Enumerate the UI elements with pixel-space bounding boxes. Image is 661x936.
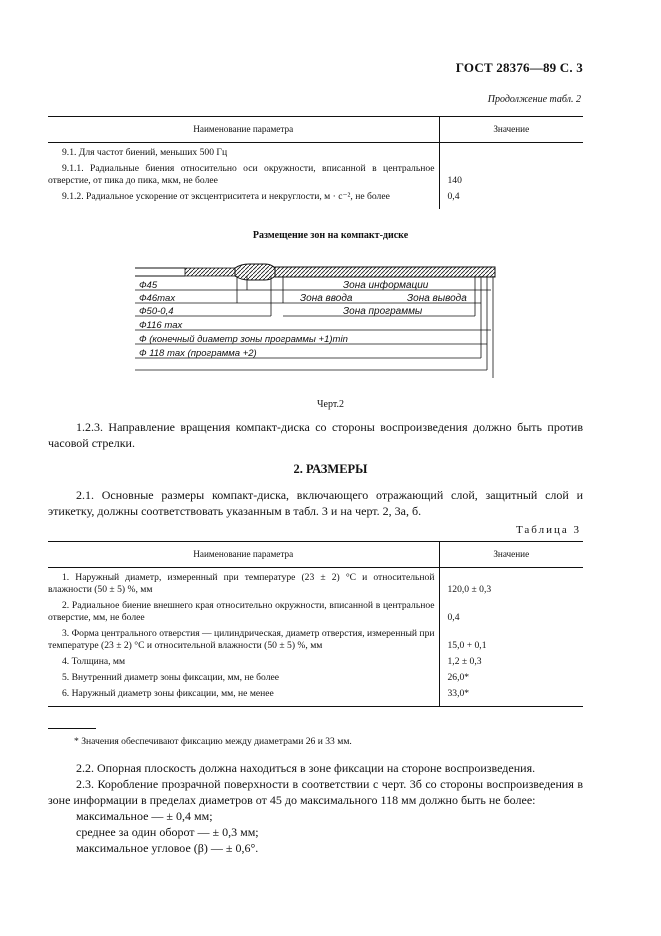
value-cell: 1,2 ± 0,3 bbox=[447, 656, 482, 667]
value-cell: 0,4 bbox=[447, 191, 460, 202]
table-continuation-label: Продолжение табл. 2 bbox=[487, 94, 581, 105]
param-cell: 3. Форма центрального отверстия — цилиндрическая, диаметр отверстия, измеренный при температуре (23 ± 2) °С и относительной влажности (50 ± 5) %, мм bbox=[48, 626, 439, 654]
value-cell: 120,0 ± 0,3 bbox=[447, 584, 492, 595]
label-program-end: Ф (конечный диаметр зоны программы +1)min bbox=[139, 334, 348, 345]
paragraph-2-3: 2.3. Коробление прозрачной поверхности в соответствии с черт. 3б со стороны воспроизведения в зоне информации в пределах диаметров от 45 до максимального 118 мм должно быть не более: bbox=[48, 777, 583, 807]
value-cell: 140 bbox=[447, 175, 462, 186]
paragraph-2-2: 2.2. Опорная плоскость должна находиться в зоне фиксации на стороне воспроизведения. bbox=[76, 761, 536, 775]
table-row bbox=[48, 686, 583, 707]
table-row bbox=[48, 189, 583, 209]
col-header-parameter: Наименование параметра bbox=[48, 542, 439, 568]
paragraph-1-2-3: 1.2.3. Направление вращения компакт-диска со стороны воспроизведения должно быть против часовой стрелки. bbox=[48, 420, 583, 450]
table-2 bbox=[48, 116, 583, 209]
zones-title: Размещение зон на компакт-диске bbox=[252, 230, 409, 241]
label-d50: Ф50-0,4 bbox=[139, 306, 174, 317]
param-cell: 5. Внутренний диаметр зоны фиксации, мм, не более bbox=[48, 670, 439, 686]
table-row bbox=[48, 161, 583, 189]
param-cell: 2. Радиальное биение внешнего края относительно окружности, вписанной в центральное отверстие, мм, не более bbox=[48, 598, 439, 626]
zone-labels bbox=[300, 279, 467, 317]
param-cell: 6. Наружный диаметр зоны фиксации, мм, не менее bbox=[48, 686, 439, 707]
page-header: ГОСТ 28376—89 С. 3 bbox=[455, 60, 583, 75]
value-cell: 26,0* bbox=[447, 672, 470, 683]
table-row bbox=[48, 670, 583, 686]
label-d45: Ф45 bbox=[139, 280, 158, 291]
footnote-divider bbox=[48, 728, 96, 729]
disc-zones-drawing bbox=[125, 258, 505, 388]
zone-lead-in: Зона ввода bbox=[300, 293, 353, 304]
col-header-parameter: Наименование параметра bbox=[48, 117, 439, 143]
zone-lead-out: Зона вывода bbox=[407, 293, 467, 304]
zone-program: Зона программы bbox=[343, 306, 423, 317]
extension-lines bbox=[237, 276, 493, 378]
warp-limits-list bbox=[48, 808, 583, 856]
table-row bbox=[48, 143, 583, 162]
list-item: максимальное — ± 0,4 мм; bbox=[76, 809, 213, 823]
value-cell: 0,4 bbox=[447, 612, 460, 623]
table-row bbox=[48, 626, 583, 654]
value-cell bbox=[439, 143, 583, 162]
table-row bbox=[48, 654, 583, 670]
param-cell: 1. Наружный диаметр, измеренный при температуре (23 ± 2) °С и относительной влажности (50 ± 5) %, мм bbox=[48, 568, 439, 599]
diameter-labels bbox=[139, 280, 348, 359]
table-row bbox=[48, 598, 583, 626]
param-cell: 9.1.2. Радиальное ускорение от эксцентриситета и некруглости, м · с⁻², не более bbox=[48, 189, 439, 209]
paragraph-2-1: 2.1. Основные размеры компакт-диска, включающего отражающий слой, защитный слой и этикетку, должны соответствовать указанным в табл. 3 и на черт. 2, 3а, б. bbox=[48, 488, 583, 518]
list-item: максимальное угловое (β) — ± 0,6°. bbox=[76, 841, 259, 855]
param-cell: 4. Толщина, мм bbox=[48, 654, 439, 670]
value-cell: 15,0 + 0,1 bbox=[447, 640, 487, 651]
table-3 bbox=[48, 541, 583, 707]
label-d118max: Ф 118 max (программа +2) bbox=[139, 348, 257, 359]
footnote: * Значения обеспечивают фиксацию между диаметрами 26 и 33 мм. bbox=[74, 736, 352, 747]
col-header-value: Значение bbox=[439, 117, 583, 143]
label-d116max: Ф116 max bbox=[139, 320, 183, 331]
value-cell: 33,0* bbox=[439, 686, 583, 707]
label-d46max: Ф46max bbox=[139, 293, 176, 304]
list-item: среднее за один оборот — ± 0,3 мм; bbox=[76, 825, 259, 839]
table-3-label: Таблица 3 bbox=[515, 524, 581, 536]
section-heading: 2. РАЗМЕРЫ bbox=[293, 462, 368, 476]
param-cell: 9.1.1. Радиальные биения относительно оси окружности, вписанной в центральное отверстие, от пика до пика, мкм, не более bbox=[48, 161, 439, 189]
col-header-value: Значение bbox=[439, 542, 583, 568]
zone-information: Зона информации bbox=[343, 280, 429, 291]
figure-caption: Черт.2 bbox=[317, 399, 344, 410]
table-row bbox=[48, 568, 583, 599]
param-cell: 9.1. Для частот биений, меньших 500 Гц bbox=[48, 143, 439, 162]
disc-section bbox=[135, 264, 495, 280]
